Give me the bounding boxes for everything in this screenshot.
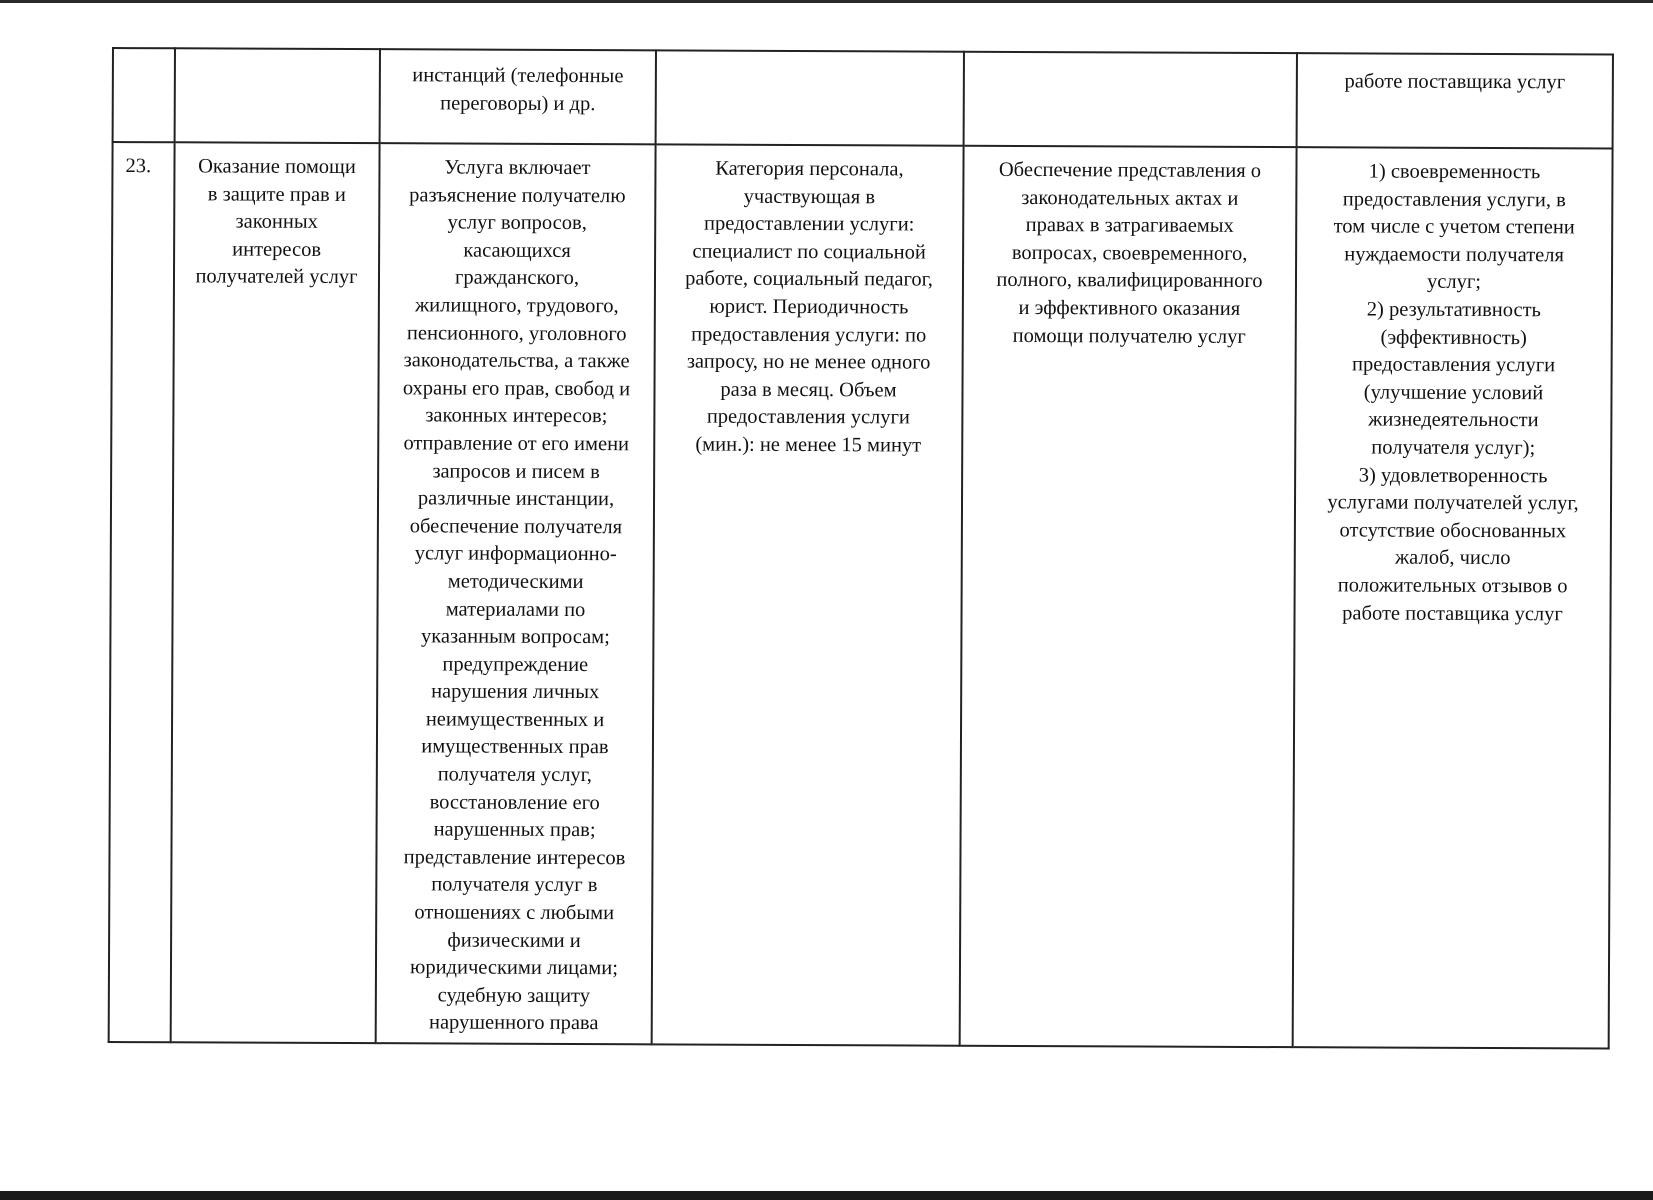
cell-conditions: Обеспечение представления о законодательных актах и правах в затрагиваемых вопросах, своевременного, полного, квалифицированного и эффективного оказания помощи получателю услуг: [960, 146, 1297, 1047]
scan-edge-bottom: [0, 1191, 1653, 1200]
cell-description: инстанций (телефонные переговоры) и др.: [380, 49, 656, 144]
cell-number: [113, 48, 175, 142]
cell-staff: [656, 50, 964, 145]
table-row-23: [109, 142, 1613, 1049]
cell-number: 23.: [109, 142, 175, 1042]
table-row-continuation: [113, 48, 1613, 149]
cell-staff: Категория персонала, участвующая в предоставлении услуги: специалист по социальной работе, социальный педагог, юрист. Периодичность предоставления услуги: по запросу, но не менее одного раза в месяц. Объем предоставления услуги (мин.): не менее 15 минут: [652, 144, 964, 1045]
cell-description: Услуга включает разъяснение получателю услуг вопросов, касающихся гражданского, жилищного, трудового, пенсионного, уголовного законодательства, а также охраны его прав, свобод и законных интересов; отправление от его имени запросов и писем в различные инстанции, обеспечение получателя услуг информационно- методическими материалами по указанным вопросам; предупреждение нарушения личных неимущественных и имущественных прав получателя услуг, восстановление его нарушенных прав; представление интересов получателя услуг в отношениях с любыми физическими и юридическими лицами; судебную защиту нарушенного права: [376, 143, 656, 1044]
services-table: [108, 47, 1614, 1050]
cell-quality: 1) своевременность предоставления услуги, в том числе с учетом степени нуждаемости получателя услуг; 2) результативность (эффективность) предоставления услуги (улучшение условий жизнедеятельности получателя услуг); 3) удовлетворенность услугами получателей услуг, отсутствие обоснованных жалоб, число положительных отзывов о работе поставщика услуг: [1293, 147, 1613, 1048]
cell-quality: работе поставщика услуг: [1297, 53, 1613, 148]
cell-service-name: Оказание помощи в защите прав и законных интересов получателей услуг: [171, 142, 380, 1043]
scan-edge-top: [0, 0, 1653, 3]
cell-conditions: [964, 52, 1297, 147]
cell-service-name: [175, 48, 380, 143]
